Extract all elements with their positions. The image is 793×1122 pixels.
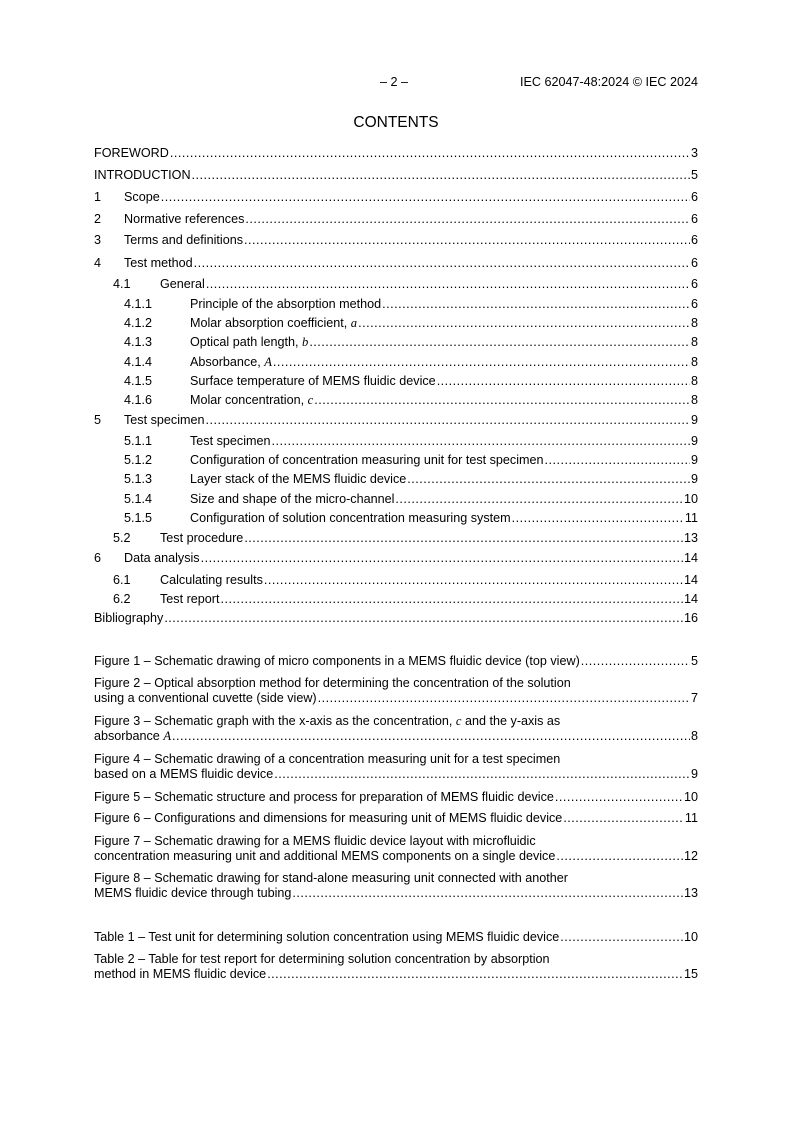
figure-entry[interactable]: Figure 4 – Schematic drawing of a concentration measuring unit for a test specimen based on a MEMS fluidic device ..... 9 (94, 752, 698, 782)
figure-entry[interactable]: Figure 6 – Configurations and dimensions for measuring unit of MEMS fluidic device ..... 11 (94, 811, 698, 826)
toc-entry-4-1-6[interactable]: 4.1.6 Molar concentration, c ..... 8 (94, 392, 698, 408)
standard-reference: IEC 62047-48:2024 © IEC 2024 (519, 75, 698, 89)
toc-entry-5-1-3[interactable]: 5.1.3 Layer stack of the MEMS fluidic device ..... 9 (94, 471, 698, 487)
toc-entry-bibliography[interactable]: Bibliography ..... 16 (94, 610, 698, 626)
toc-entry-5-1-5[interactable]: 5.1.5 Configuration of solution concentration measuring system ..... 11 (94, 510, 698, 526)
toc-entry-5-1-1[interactable]: 5.1.1 Test specimen ..... 9 (94, 433, 698, 449)
figure-entry[interactable]: Figure 3 – Schematic graph with the x-axis as the concentration, c and the y-axis as absorbance A ..... 8 (94, 714, 698, 744)
figure-entry[interactable]: Figure 1 – Schematic drawing of micro components in a MEMS fluidic device (top view) ..... 5 (94, 654, 698, 669)
page-title: CONTENTS (353, 114, 439, 131)
page-header (94, 75, 698, 91)
figure-entry[interactable]: Figure 5 – Schematic structure and process for preparation of MEMS fluidic device ..... 10 (94, 790, 698, 805)
table-entry[interactable]: Table 2 – Table for test report for determining solution concentration by absorption method in MEMS fluidic device ..... 15 (94, 952, 698, 982)
toc-entry-5-1-4[interactable]: 5.1.4 Size and shape of the micro-channel ..... 10 (94, 491, 698, 507)
toc-entry-6-1[interactable]: 6.1 Calculating results ..... 14 (94, 572, 698, 588)
toc-entry-5-1-2[interactable]: 5.1.2 Configuration of concentration measuring unit for test specimen ..... 9 (94, 452, 698, 468)
toc-entry-1[interactable]: 1 Scope ..... 6 (94, 189, 698, 205)
toc-entry-4[interactable]: 4 Test method ..... 6 (94, 255, 698, 271)
toc-entry-6[interactable]: 6 Data analysis ..... 14 (94, 550, 698, 566)
toc-entry-6-2[interactable]: 6.2 Test report ..... 14 (94, 591, 698, 607)
toc-entry-3[interactable]: 3 Terms and definitions ..... 6 (94, 232, 698, 248)
table-entry[interactable]: Table 1 – Test unit for determining solution concentration using MEMS fluidic device ..... 10 (94, 930, 698, 945)
toc-entry-4-1-4[interactable]: 4.1.4 Absorbance, A ..... 8 (94, 354, 698, 370)
toc-entry-4-1-1[interactable]: 4.1.1 Principle of the absorption method ..... 6 (94, 296, 698, 312)
toc-entry-foreword[interactable]: FOREWORD ..... 3 (94, 145, 698, 161)
toc-entry-5[interactable]: 5 Test specimen ..... 9 (94, 412, 698, 428)
toc-entry-4-1[interactable]: 4.1 General ..... 6 (94, 276, 698, 292)
figure-entry[interactable]: Figure 7 – Schematic drawing for a MEMS fluidic device layout with microfluidic concentration measuring unit and additional MEMS components on a single device ..... 12 (94, 834, 698, 864)
toc-entry-introduction[interactable]: INTRODUCTION ..... 5 (94, 167, 698, 183)
page-number: – 2 – (379, 75, 409, 89)
figure-entry[interactable]: Figure 8 – Schematic drawing for stand-alone measuring unit connected with another MEMS fluidic device through tubing ..... 13 (94, 871, 698, 901)
toc-entry-4-1-3[interactable]: 4.1.3 Optical path length, b ..... 8 (94, 334, 698, 350)
toc-entry-4-1-2[interactable]: 4.1.2 Molar absorption coefficient, a ..... 8 (94, 315, 698, 331)
figure-entry[interactable]: Figure 2 – Optical absorption method for determining the concentration of the solution using a conventional cuvette (side view) ..... 7 (94, 676, 698, 706)
toc-entry-2[interactable]: 2 Normative references ..... 6 (94, 211, 698, 227)
toc-entry-4-1-5[interactable]: 4.1.5 Surface temperature of MEMS fluidic device ..... 8 (94, 373, 698, 389)
toc-entry-5-2[interactable]: 5.2 Test procedure ..... 13 (94, 530, 698, 546)
